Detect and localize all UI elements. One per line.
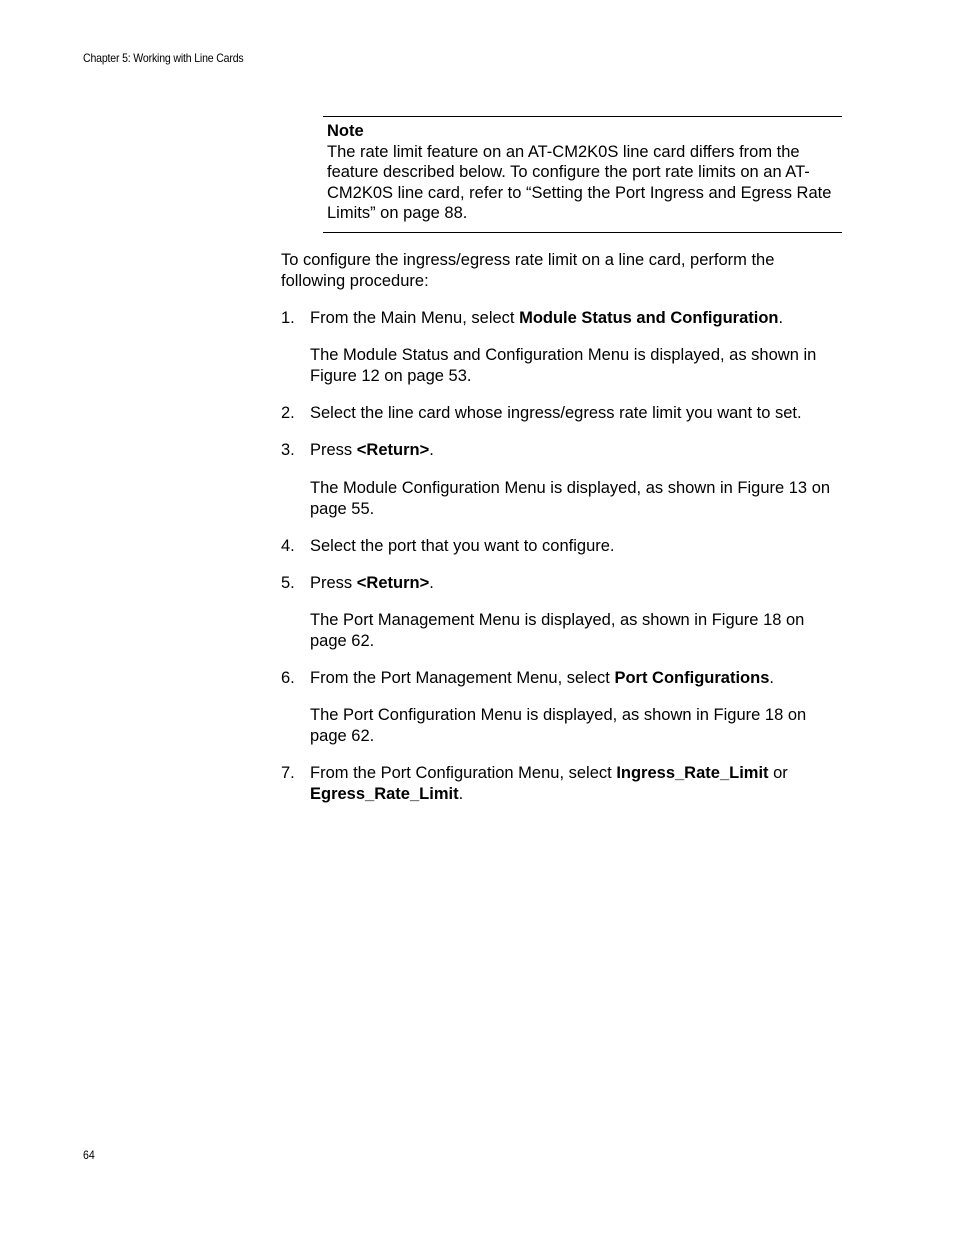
note-text: The rate limit feature on an AT-CM2K0S line card differs from the feature described below. To configure the port rate limits on an AT-CM2K0S line card, refer to “Setting the Port Ingress and Egress Rate Limits” on page 88. — [327, 142, 832, 222]
intro-paragraph: To configure the ingress/egress rate limit on a line card, perform the following procedure: — [281, 251, 775, 290]
step-text: Select the line card whose ingress/egress rate limit you want to set. — [310, 404, 802, 422]
step-5 — [281, 573, 841, 594]
step-text: Select the port that you want to configure. — [310, 537, 615, 555]
step-number: 5. — [281, 574, 295, 592]
step-text: From the Port Configuration Menu, select Ingress_Rate_Limit or Egress_Rate_Limit. — [310, 764, 788, 803]
key-name: <Return> — [356, 441, 430, 459]
step-4 — [281, 536, 841, 557]
step-text: From the Port Management Menu, select Port Configurations. — [310, 669, 774, 687]
step-3 — [281, 440, 841, 461]
step-1-result: The Module Status and Configuration Menu is displayed, as shown in Figure 12 on page 53. — [310, 346, 817, 385]
menu-option: Ingress_Rate_Limit — [616, 764, 769, 782]
step-6-result: The Port Configuration Menu is displayed, as shown in Figure 18 on page 62. — [310, 706, 807, 745]
menu-option: Port Configurations — [614, 669, 770, 687]
step-number: 3. — [281, 441, 295, 459]
menu-option: Egress_Rate_Limit — [310, 784, 459, 803]
step-number: 4. — [281, 537, 295, 555]
step-number: 1. — [281, 309, 295, 327]
running-header: Chapter 5: Working with Line Cards — [83, 51, 244, 65]
step-text: Press <Return>. — [310, 574, 434, 592]
step-number: 7. — [281, 764, 295, 782]
step-1 — [281, 308, 841, 329]
step-3-result: The Module Configuration Menu is displayed, as shown in Figure 13 on page 55. — [310, 479, 831, 518]
menu-option: Module Status and Configuration — [519, 309, 779, 327]
step-number: 6. — [281, 669, 295, 687]
step-text: Press <Return>. — [310, 441, 434, 459]
step-5-result: The Port Management Menu is displayed, as shown in Figure 18 on page 62. — [310, 611, 805, 650]
note-box — [323, 116, 842, 233]
page-number: 64 — [83, 1148, 95, 1162]
step-number: 2. — [281, 404, 295, 422]
step-2 — [281, 403, 841, 424]
step-text: From the Main Menu, select Module Status and Configuration. — [310, 309, 784, 327]
note-title: Note — [327, 122, 364, 140]
key-name: <Return> — [356, 574, 430, 592]
step-7 — [281, 763, 841, 804]
step-6 — [281, 668, 841, 689]
